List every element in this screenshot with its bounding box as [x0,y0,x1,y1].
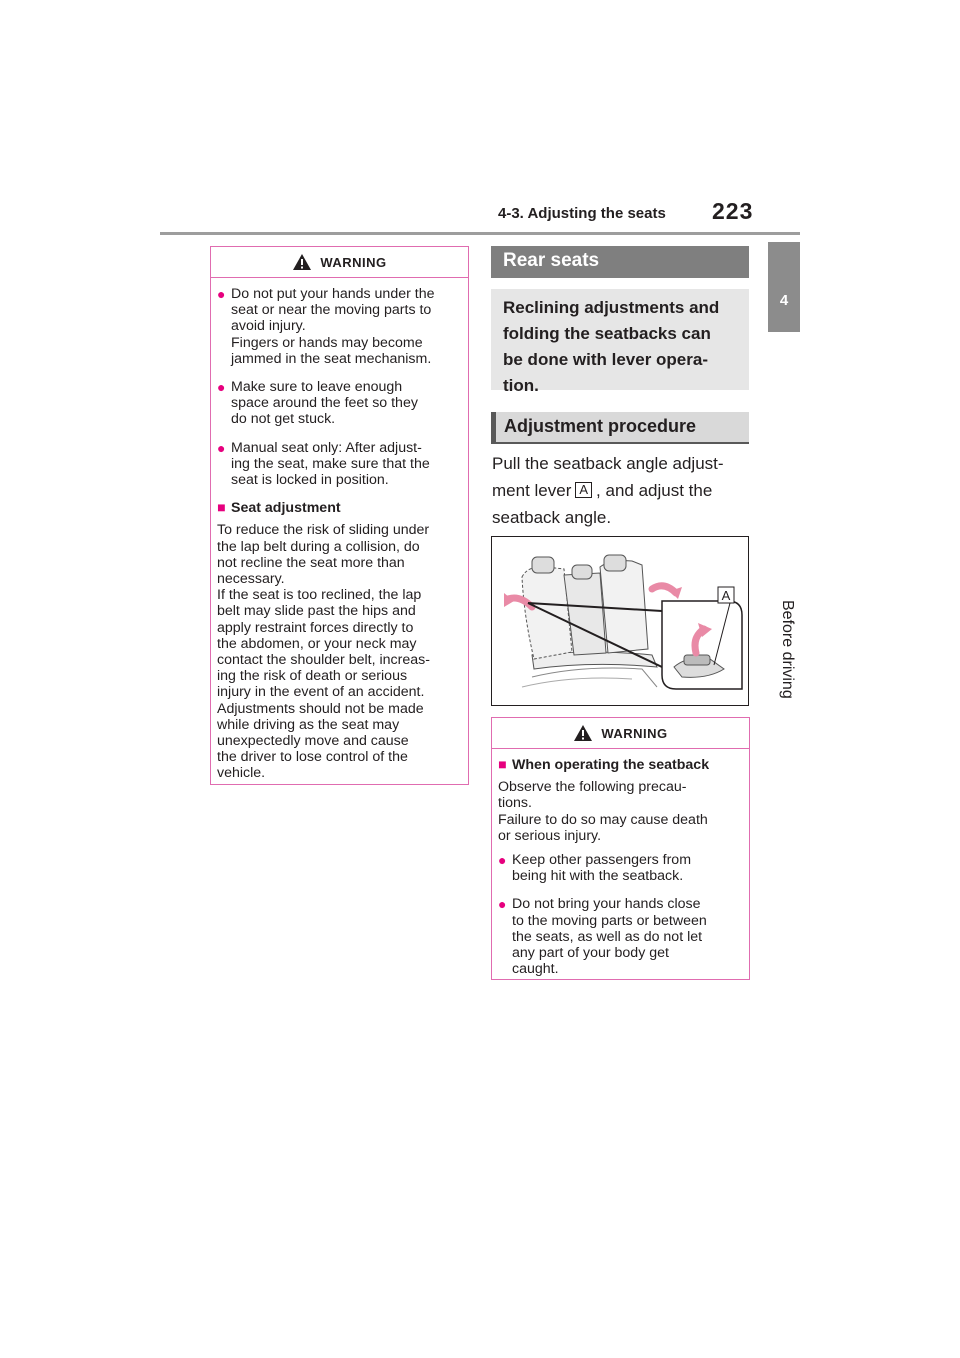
bullet-dot-icon: ● [498,852,507,869]
instruction-line-2: ment lever A , and adjust the [492,481,713,500]
bullet-dot-icon: ● [498,896,507,913]
bullet-text: Do not put your hands under the seat or near the moving parts to avoid injury. Fingers or hands may become jammed in the seat mechanism. [231,286,435,367]
lever-label-a: A [575,482,592,498]
bullet-text: Do not bring your hands close to the moving parts or between the seats, as well as do not let any part of your body get caught. [512,896,707,978]
warning-header [211,247,468,278]
subheading-text: When operating the seatback [512,757,710,773]
rear-seats-intro: Reclining adjustments and folding the seatbacks can be done with lever opera- tion. [491,289,749,390]
bullet-dot-icon: ● [217,286,226,302]
page-number: 223 [712,198,754,224]
warning-bullet [217,440,462,489]
square-bullet-icon: ■ [498,757,507,773]
instruction-line-1: Pull the seatback angle adjust- [492,454,724,473]
warning-bullet [498,896,743,977]
warning-box-left [210,246,469,785]
chapter-number: 4 [779,292,789,309]
warning-bullet [217,286,462,367]
bullet-dot-icon: ● [217,439,226,456]
bullet-text: Make sure to leave enough space around the feet so they do not get stuck. [231,379,418,428]
warning-subheading [217,500,462,516]
warning-subheading [498,757,743,773]
bullet-text: Manual seat only: After adjust- ing the seat, make sure that the seat is locked in position. [231,439,430,489]
rear-seat-drawing [492,537,749,706]
warning-bullet [217,379,462,428]
bullet-text: Keep other passengers from being hit with the seatback. [512,852,692,885]
warning-header [492,718,749,749]
warning-paragraph: To reduce the risk of sliding under the lap belt during a collision, do not recline the seat more than necessary. If the seat is too reclined, the lap belt may slide past the hips and apply restraint forces directly to the abdomen, or your neck may contact the shoulder belt, increas- ing the risk of death or serious injury in the event of an accident. Adjustments should not be made while driving as the seat may unexpectedly move and cause the driver to lose control of the vehicle. [217,522,430,782]
square-bullet-icon: ■ [217,500,226,517]
warning-box-right [491,717,750,980]
instruction-text [492,450,752,531]
warning-triangle-icon [573,724,593,742]
warning-bullet [498,852,743,884]
seatback-illustration [491,536,749,706]
instruction-line-3: seatback angle. [492,508,612,527]
subheading-text: Seat adjustment [231,500,341,517]
header-rule [160,232,800,235]
chapter-label: Before driving [779,600,796,699]
warning-triangle-icon [292,253,312,271]
chapter-tab[interactable] [768,242,800,332]
bullet-dot-icon: ● [217,379,226,396]
warning-title: WARNING [320,254,387,270]
rear-seats-heading: Rear seats [491,246,749,278]
procedure-heading: Adjustment procedure [491,412,749,444]
section-title: 4-3. Adjusting the seats [498,205,666,222]
figure-label-a: A [721,588,731,603]
warning-paragraph: Observe the following precau- tions. Failure to do so may cause death or serious injury. [498,779,708,844]
warning-title: WARNING [601,725,668,741]
